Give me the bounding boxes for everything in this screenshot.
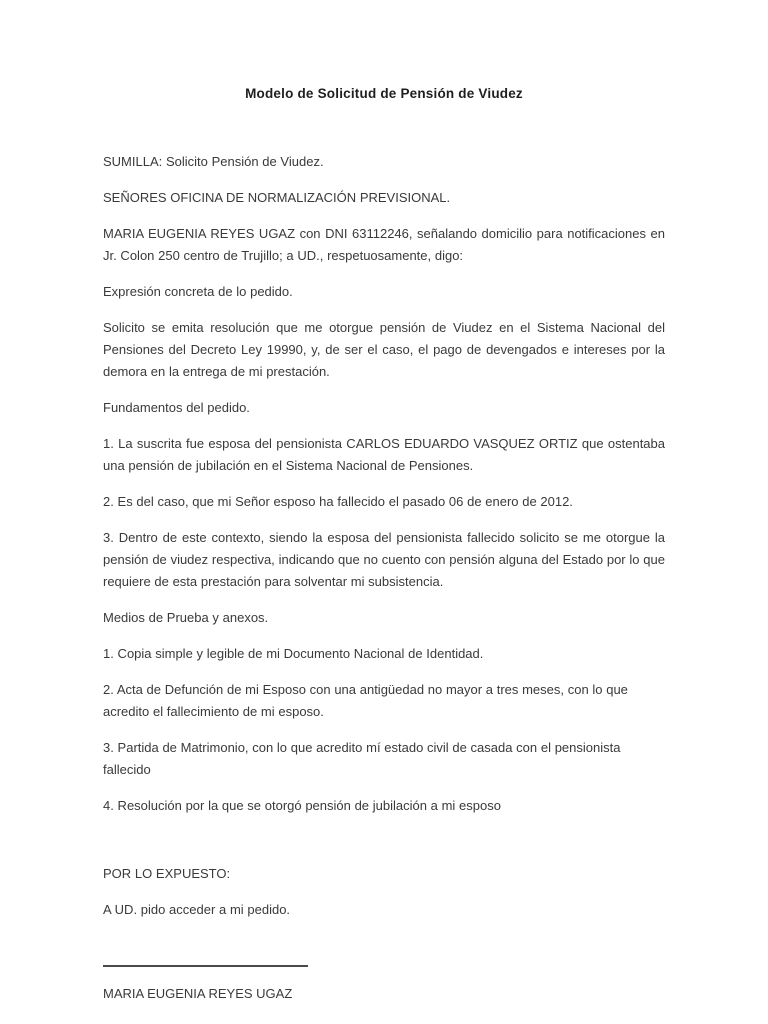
grounds-heading: Fundamentos del pedido.	[103, 400, 250, 415]
evidence-heading: Medios de Prueba y anexos.	[103, 610, 269, 625]
request-body-paragraph: Solicito se emita resolución que me otorgue pensión de Viudez en el Sistema Nacional del Pensiones del Decreto Ley 19990, y, de ser el caso, el pago de devengados e intereses por la demora en la entrega de mi prestación.	[103, 320, 665, 379]
request-heading: Expresión concreta de lo pedido.	[103, 284, 293, 299]
grounds-item: 2. Es del caso, que mi Señor esposo ha fallecido el pasado 06 de enero de 2012.	[103, 494, 573, 509]
evidence-item: 4. Resolución por la que se otorgó pensión de jubilación a mi esposo	[103, 798, 501, 813]
evidence-item: 1. Copia simple y legible de mi Documento Nacional de Identidad.	[103, 646, 484, 661]
grounds-item: 1. La suscrita fue esposa del pensionista CARLOS EDUARDO VASQUEZ ORTIZ que ostentaba una pensión de jubilación en el Sistema Nacional de Pensiones.	[103, 436, 665, 473]
closing-body: A UD. pido acceder a mi pedido.	[103, 902, 291, 917]
closing-heading: POR LO EXPUESTO:	[103, 866, 231, 881]
sumilla-line: SUMILLA: Solicito Pensión de Viudez.	[103, 154, 324, 169]
evidence-item: 3. Partida de Matrimonio, con lo que acredito mí estado civil de casada con el pensionista fallecido	[103, 740, 621, 777]
document-body	[103, 0, 665, 1005]
page-title: Modelo de Solicitud de Pensión de Viudez	[245, 86, 523, 101]
signature-name: MARIA EUGENIA REYES UGAZ	[103, 986, 293, 1001]
evidence-item: 2. Acta de Defunción de mi Esposo con una antigüedad no mayor a tres meses, con lo que acredito el fallecimiento de mi esposo.	[103, 682, 628, 719]
addressee-line: SEÑORES OFICINA DE NORMALIZACIÓN PREVISIONAL.	[103, 190, 451, 205]
grounds-item: 3. Dentro de este contexto, siendo la esposa del pensionista fallecido solicito se me otorgue la pensión de viudez respectiva, indicando que no cuento con pensión alguna del Estado por lo que requiere de esta prestación para solventar mi subsistencia.	[103, 530, 665, 589]
introduction-paragraph: MARIA EUGENIA REYES UGAZ con DNI 63112246, señalando domicilio para notificaciones en Jr. Colon 250 centro de Trujillo; a UD., respetuosamente, digo:	[103, 226, 665, 263]
